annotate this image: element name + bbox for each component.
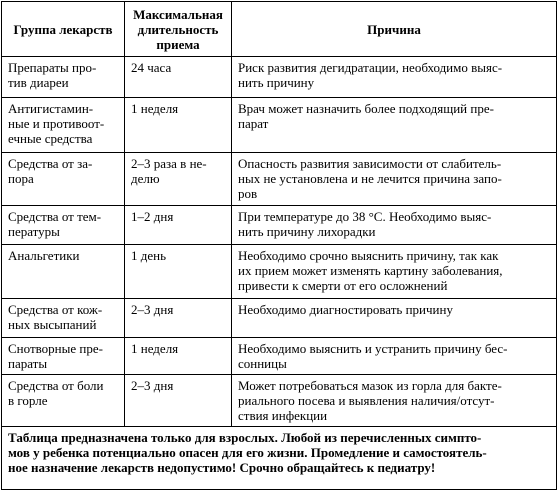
- cell-reason: Может потребоваться мазок из горла для бакте- риального посева и выявления наличия/отсут- ствия инфекции: [232, 375, 557, 427]
- cell-max-duration: 1 день: [125, 245, 232, 299]
- table-row: [2, 299, 557, 338]
- cell-reason: Необходимо диагностировать причину: [232, 299, 557, 338]
- header-max-duration: Максимальная длительность приема: [125, 2, 232, 57]
- cell-drug-group: Анальгетики: [2, 245, 125, 299]
- cell-max-duration: 24 часа: [125, 57, 232, 98]
- table-row: [2, 245, 557, 299]
- table-footnote: Таблица предназначена только для взрослых. Любой из перечисленных симпто- мов у ребенка потенциально опасен для его жизни. Промедление и самостоятель- ное назначение лекарств недопустимо! Срочно обращайтесь к педиатру!: [2, 427, 557, 490]
- table-header-row: [2, 2, 557, 57]
- cell-drug-group: Средства от тем- пературы: [2, 206, 125, 245]
- cell-reason: Необходимо срочно выяснить причину, так как их прием может изменять картину заболевания, привести к смерти от его осложнений: [232, 245, 557, 299]
- table-row: [2, 98, 557, 153]
- cell-reason: Необходимо выяснить и устранить причину бес- сонницы: [232, 338, 557, 375]
- cell-max-duration: 1–2 дня: [125, 206, 232, 245]
- table-row: [2, 375, 557, 427]
- table-footnote-row: [2, 427, 557, 490]
- table-row: [2, 206, 557, 245]
- cell-max-duration: 1 неделя: [125, 98, 232, 153]
- cell-max-duration: 2–3 раза в не- делю: [125, 153, 232, 206]
- cell-drug-group: Средства от кож- ных высыпаний: [2, 299, 125, 338]
- cell-max-duration: 1 неделя: [125, 338, 232, 375]
- cell-reason: Риск развития дегидратации, необходимо выяс- нить причину: [232, 57, 557, 98]
- cell-max-duration: 2–3 дня: [125, 375, 232, 427]
- cell-max-duration: 2–3 дня: [125, 299, 232, 338]
- medication-duration-table: [1, 1, 557, 490]
- cell-drug-group: Средства от боли в горле: [2, 375, 125, 427]
- cell-drug-group: Антигистамин- ные и противоот- ечные средства: [2, 98, 125, 153]
- cell-drug-group: Препараты про- тив диареи: [2, 57, 125, 98]
- header-drug-group: Группа лекарств: [2, 2, 125, 57]
- header-reason: Причина: [232, 2, 557, 57]
- cell-reason: При температуре до 38 °С. Необходимо выяс- нить причину лихорадки: [232, 206, 557, 245]
- table-row: [2, 153, 557, 206]
- cell-reason: Опасность развития зависимости от слабитель- ных не установлена и не лечится причина запо- ров: [232, 153, 557, 206]
- table-row: [2, 57, 557, 98]
- cell-drug-group: Снотворные пре- параты: [2, 338, 125, 375]
- cell-drug-group: Средства от за- пора: [2, 153, 125, 206]
- table-row: [2, 338, 557, 375]
- cell-reason: Врач может назначить более подходящий пре- парат: [232, 98, 557, 153]
